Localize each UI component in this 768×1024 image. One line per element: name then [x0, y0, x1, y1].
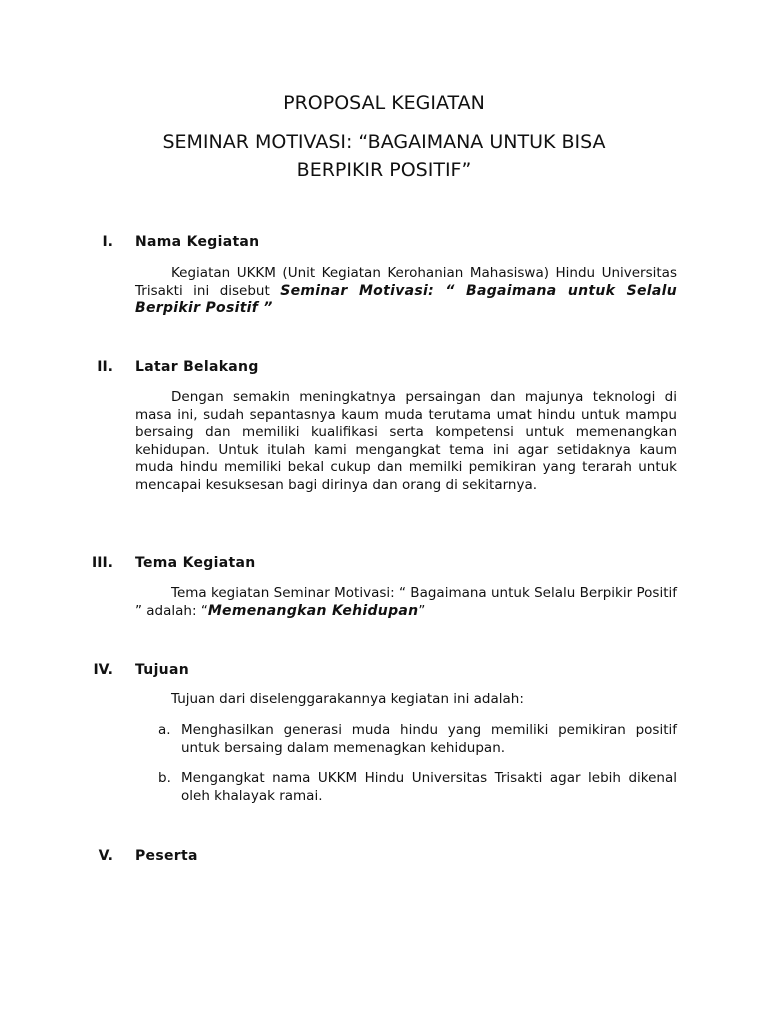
section-heading: Peserta [135, 848, 198, 864]
list-item [158, 770, 677, 805]
section-paragraph: Tema kegiatan Seminar Motivasi: “ Bagaimana untuk Selalu Berpikir Positif ” adalah: “Memenangkan Kehidupan” [135, 585, 677, 619]
emphasis-text: Memenangkan Kehidupan [207, 602, 419, 619]
section-heading: Nama Kegiatan [135, 234, 260, 250]
subtitle-line-1: SEMINAR MOTIVASI: “BAGAIMANA UNTUK BISA [162, 131, 606, 153]
section-number: III. [92, 555, 113, 571]
section-number: II. [97, 359, 113, 375]
subtitle-line-2: BERPIKIR POSITIF” [296, 159, 472, 181]
section-heading: Tema Kegiatan [135, 555, 256, 571]
section-number: IV. [93, 662, 113, 678]
emphasis-text: Seminar Motivasi: “ Bagaimana untuk Selalu Berpikir Positif ” [135, 282, 677, 317]
list-item-text: Menghasilkan generasi muda hindu yang memiliki pemikiran positif untuk bersaing dalam memenagkan kehidupan. [181, 722, 677, 756]
list-marker: a. [158, 722, 171, 738]
document-title: PROPOSAL KEGIATAN [283, 92, 485, 114]
section-paragraph: Tujuan dari diselenggarakannya kegiatan ini adalah: [171, 691, 524, 707]
section-paragraph: Kegiatan UKKM (Unit Kegiatan Kerohanian Mahasiswa) Hindu Universitas Trisakti ini disebut Seminar Motivasi: “ Bagaimana untuk Selalu Berpikir Positif ” [135, 265, 677, 317]
section-paragraph: Dengan semakin meningkatnya persaingan dan majunya teknologi di masa ini, sudah sepantasnya kaum muda terutama umat hindu untuk mampu bersaing dan memiliki kualifikasi serta kompetensi untuk memenangkan kehidupan. Untuk itulah kami mengangkat tema ini agar setidaknya kaum muda hindu memiliki bekal cukup dan memilki pemikiran yang terarah untuk mencapai kesuksesan bagi dirinya dan orang di sekitarnya. [135, 389, 677, 493]
section-heading: Tujuan [135, 662, 189, 678]
list-item [158, 722, 677, 757]
list-marker: b. [158, 770, 171, 786]
list-item-text: Mengangkat nama UKKM Hindu Universitas Trisakti agar lebih dikenal oleh khalayak ramai. [181, 770, 677, 804]
section-number: I. [102, 234, 113, 250]
section-heading: Latar Belakang [135, 359, 259, 375]
document-subtitle [0, 128, 768, 184]
section-number: V. [98, 848, 113, 864]
